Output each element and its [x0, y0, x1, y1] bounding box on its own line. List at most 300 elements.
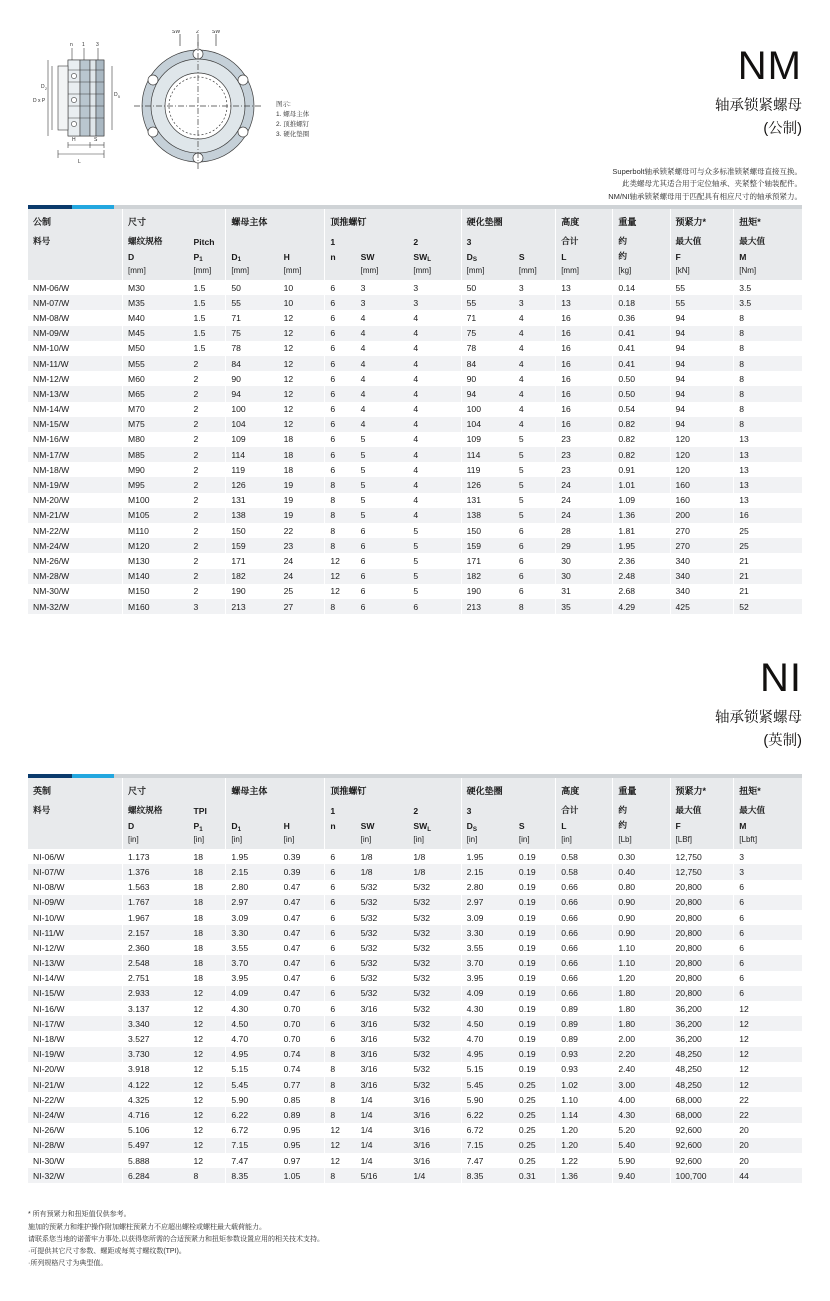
- table-cell: 4: [518, 419, 524, 430]
- table-cell: 1.967: [123, 910, 189, 925]
- table-cell: 3/16: [413, 1155, 431, 1166]
- table-row: [28, 1001, 802, 1016]
- table-row: [28, 417, 802, 432]
- table-cell: 3/16: [360, 1079, 378, 1090]
- table-cell: 1.5: [193, 282, 206, 293]
- table-cell: 4.70: [461, 1031, 514, 1046]
- table-cell: 5.15: [461, 1062, 514, 1077]
- imperial-unit-f: [LBf]: [670, 833, 734, 849]
- table-cell: 18: [193, 958, 204, 969]
- table-cell: 3.95: [461, 971, 514, 986]
- table-cell: 16: [556, 310, 613, 325]
- table-cell: M80: [123, 432, 189, 447]
- table-cell: 119: [461, 462, 514, 477]
- table-cell: 4: [518, 328, 524, 339]
- table-cell: 4: [360, 312, 366, 323]
- table-cell: 52: [734, 599, 802, 614]
- table-cell: 1.36: [556, 1168, 613, 1183]
- imperial-col-total-label: 合计: [556, 800, 613, 818]
- imperial-sym-n: n: [325, 818, 356, 833]
- cell-part-number: NI-13/W: [33, 958, 65, 969]
- table-cell: 7.15: [226, 1138, 279, 1153]
- table-cell: 78: [226, 341, 279, 356]
- table-cell: 21: [734, 569, 802, 584]
- table-cell: 4: [413, 434, 419, 445]
- metric-unit-d1: [mm]: [226, 264, 279, 280]
- table-cell: 6: [325, 1001, 356, 1016]
- table-cell: 138: [461, 508, 514, 523]
- table-cell: 22: [734, 1092, 802, 1107]
- imperial-col-partno: 料号: [28, 800, 123, 818]
- table-cell: 4: [360, 358, 366, 369]
- table-cell: 23: [556, 447, 613, 462]
- table-cell: 159: [226, 538, 279, 553]
- table-cell: 0.31: [518, 1170, 536, 1181]
- table-cell: 0.19: [518, 927, 536, 938]
- table-cell: 5/16: [360, 1170, 378, 1181]
- table-row: [28, 280, 802, 295]
- table-row: [28, 493, 802, 508]
- metric-sym-n: n: [325, 249, 356, 264]
- table-cell: 35: [556, 599, 613, 614]
- table-cell: 6: [325, 910, 356, 925]
- svg-text:2: 2: [196, 30, 199, 35]
- table-cell: 13: [556, 280, 613, 295]
- table-cell: 2: [193, 388, 199, 399]
- table-cell: 3.30: [461, 925, 514, 940]
- table-cell: 5: [360, 434, 366, 445]
- table-row: [28, 341, 802, 356]
- table-cell: 6: [734, 880, 802, 895]
- metric-sym-l: L: [556, 249, 613, 264]
- table-cell: 5: [360, 449, 366, 460]
- table-cell: 5/32: [413, 958, 431, 969]
- table-cell: 6: [518, 571, 524, 582]
- metric-unit-sw: [mm]: [356, 264, 409, 280]
- cell-part-number: NI-26/W: [33, 1125, 65, 1136]
- table-cell: M35: [123, 295, 189, 310]
- table-row: [28, 986, 802, 1001]
- imperial-group-jackbolts: 顶推螺钉: [325, 778, 461, 800]
- table-cell: 0.89: [283, 1109, 301, 1120]
- cell-part-number: NM-17/W: [33, 449, 70, 460]
- table-cell: 4.50: [461, 1016, 514, 1031]
- table-cell: 90: [461, 371, 514, 386]
- table-cell: 3.137: [123, 1001, 189, 1016]
- cell-part-number: NM-19/W: [33, 480, 70, 491]
- table-cell: 1.20: [556, 1138, 613, 1153]
- table-cell: 2.97: [461, 895, 514, 910]
- table-row: [28, 569, 802, 584]
- table-cell: 0.41: [613, 326, 670, 341]
- table-cell: 18: [283, 449, 294, 460]
- metric-col-approx-label: 约: [613, 231, 670, 249]
- table-cell: 8.35: [461, 1168, 514, 1183]
- table-cell: 8: [734, 310, 802, 325]
- table-cell: 0.25: [518, 1109, 536, 1120]
- table-cell: 6: [734, 971, 802, 986]
- table-cell: 94: [670, 356, 734, 371]
- metric-group-torque: 扭矩*: [734, 209, 802, 231]
- table-cell: 8: [325, 523, 356, 538]
- table-cell: 126: [226, 477, 279, 492]
- table-cell: 2: [193, 540, 199, 551]
- table-cell: 0.19: [518, 1064, 536, 1075]
- table-cell: 12: [193, 1079, 204, 1090]
- table-cell: 6: [325, 417, 356, 432]
- table-cell: 12: [283, 343, 294, 354]
- table-cell: 6: [325, 1031, 356, 1046]
- table-cell: 0.18: [613, 295, 670, 310]
- table-cell: 114: [461, 447, 514, 462]
- table-cell: 4: [360, 343, 366, 354]
- table-cell: M60: [123, 371, 189, 386]
- imperial-unit-d1: [in]: [226, 833, 279, 849]
- table-cell: 16: [556, 356, 613, 371]
- table-cell: 5/32: [413, 973, 431, 984]
- table-cell: M110: [123, 523, 189, 538]
- table-cell: 0.90: [613, 895, 670, 910]
- table-cell: 25: [734, 523, 802, 538]
- table-cell: 12: [325, 1153, 356, 1168]
- cell-part-number: NI-32/W: [33, 1170, 65, 1181]
- table-cell: 2: [193, 586, 199, 597]
- table-row: [28, 356, 802, 371]
- table-cell: 100,700: [670, 1168, 734, 1183]
- table-cell: 4.95: [461, 1047, 514, 1062]
- table-row: [28, 599, 802, 614]
- table-cell: 150: [226, 523, 279, 538]
- table-row: [28, 1153, 802, 1168]
- table-cell: 138: [226, 508, 279, 523]
- metric-col-d1-label: [226, 231, 279, 249]
- table-cell: 2: [193, 373, 199, 384]
- table-cell: 0.97: [283, 1155, 301, 1166]
- table-cell: 4: [413, 328, 419, 339]
- cell-part-number: NI-30/W: [33, 1155, 65, 1166]
- cell-part-number: NM-18/W: [33, 464, 70, 475]
- table-cell: 78: [461, 341, 514, 356]
- imperial-col-blank2: [514, 800, 556, 818]
- metric-col-blank2: [514, 231, 556, 249]
- table-cell: 1/4: [360, 1109, 373, 1120]
- table-cell: 3/16: [413, 1109, 431, 1120]
- table-cell: 4: [413, 464, 419, 475]
- table-cell: M105: [123, 508, 189, 523]
- table-cell: 4.325: [123, 1092, 189, 1107]
- table-cell: 71: [226, 310, 279, 325]
- table-cell: 18: [283, 464, 294, 475]
- table-cell: 3/16: [360, 1064, 378, 1075]
- table-cell: 4.30: [613, 1107, 670, 1122]
- legend-item-2: 2. 顶推螺钉: [276, 121, 310, 129]
- table-cell: 3.55: [461, 940, 514, 955]
- table-cell: 6: [325, 1016, 356, 1031]
- table-cell: 13: [734, 477, 802, 492]
- imperial-group-height: 高度: [556, 778, 613, 800]
- table-cell: 0.47: [283, 927, 301, 938]
- table-cell: 1.10: [613, 940, 670, 955]
- table-cell: 6: [518, 525, 524, 536]
- table-cell: 5: [518, 434, 524, 445]
- table-cell: 5: [518, 495, 524, 506]
- table-cell: 1.5: [193, 328, 206, 339]
- table-cell: 6: [360, 601, 366, 612]
- table-cell: 3: [518, 282, 524, 293]
- table-cell: 6: [325, 295, 356, 310]
- brand-title-nm: NM: [737, 44, 802, 88]
- table-cell: M40: [123, 310, 189, 325]
- cell-part-number: NI-15/W: [33, 988, 65, 999]
- table-row: [28, 1077, 802, 1092]
- table-cell: 6: [325, 447, 356, 462]
- table-cell: 1.767: [123, 895, 189, 910]
- metric-subheader-row-2: [28, 249, 802, 264]
- table-cell: M95: [123, 477, 189, 492]
- table-cell: 4: [360, 388, 366, 399]
- table-cell: 4.30: [226, 1001, 279, 1016]
- imperial-subheader-row-1: [28, 800, 802, 818]
- table-cell: 6: [360, 525, 366, 536]
- table-cell: 4.30: [461, 1001, 514, 1016]
- table-cell: 5.888: [123, 1153, 189, 1168]
- table-cell: 1/4: [360, 1140, 373, 1151]
- table-cell: 1.36: [613, 508, 670, 523]
- table-cell: 5: [518, 510, 524, 521]
- table-cell: 2.00: [613, 1031, 670, 1046]
- metric-group-height: 高度: [556, 209, 613, 231]
- table-cell: 16: [734, 508, 802, 523]
- table-cell: 0.90: [613, 910, 670, 925]
- table-cell: 4: [413, 312, 419, 323]
- rule-segment-cyan: [72, 205, 114, 209]
- table-cell: 104: [461, 417, 514, 432]
- table-cell: 8: [325, 538, 356, 553]
- imperial-col-maxtorque-label: 最大值: [734, 800, 802, 818]
- table-cell: 8: [325, 477, 356, 492]
- table-cell: 21: [734, 584, 802, 599]
- imperial-col-grp1: 1: [325, 800, 356, 818]
- table-cell: 3.918: [123, 1062, 189, 1077]
- table-cell: 27: [283, 601, 294, 612]
- table-cell: 6.72: [461, 1123, 514, 1138]
- table-row: [28, 1047, 802, 1062]
- table-cell: 3.00: [613, 1077, 670, 1092]
- metric-group-nut-body: 螺母主体: [226, 209, 325, 231]
- table-cell: 2.360: [123, 940, 189, 955]
- table-cell: 3: [518, 297, 524, 308]
- table-cell: 71: [461, 310, 514, 325]
- imperial-col-maxload-label: 最大值: [670, 800, 734, 818]
- table-cell: 5/32: [360, 942, 378, 953]
- table-row: [28, 1107, 802, 1122]
- table-cell: 4: [518, 312, 524, 323]
- table-cell: 5: [413, 586, 419, 597]
- cell-part-number: NI-14/W: [33, 973, 65, 984]
- metric-unit-h: [mm]: [279, 264, 325, 280]
- table-cell: 4: [518, 343, 524, 354]
- table-cell: 5/32: [360, 973, 378, 984]
- footnote-line-2: 施加的预紧力和维护操作附加螺柱预紧力不应超出螺栓或螺柱最大载荷能力。: [28, 1223, 266, 1231]
- metric-sym-approx: 约: [613, 249, 670, 264]
- table-cell: 10: [283, 297, 294, 308]
- nut-cross-section-drawing: [28, 36, 138, 166]
- table-cell: 19: [283, 510, 294, 521]
- imperial-sym-h: H: [279, 818, 325, 833]
- intro-blurb: [282, 166, 802, 203]
- table-cell: 18: [193, 973, 204, 984]
- table-cell: 3.09: [226, 910, 279, 925]
- metric-sym-h: H: [279, 249, 325, 264]
- table-cell: 6: [518, 586, 524, 597]
- table-cell: 6: [325, 280, 356, 295]
- table-cell: 20: [734, 1138, 802, 1153]
- table-cell: 2.80: [226, 880, 279, 895]
- table-cell: 12: [283, 404, 294, 415]
- table-cell: 1.5: [193, 343, 206, 354]
- table-cell: 5.45: [226, 1077, 279, 1092]
- table-cell: M130: [123, 553, 189, 568]
- table-cell: 4.00: [613, 1092, 670, 1107]
- table-cell: 8: [325, 599, 356, 614]
- table-cell: 1.95: [461, 849, 514, 864]
- table-cell: 25: [283, 586, 294, 597]
- table-cell: 6: [325, 432, 356, 447]
- imperial-sym-l: L: [556, 818, 613, 833]
- table-cell: 23: [556, 462, 613, 477]
- table-cell: 12: [193, 1034, 204, 1044]
- table-cell: 8: [734, 417, 802, 432]
- cell-part-number: NI-18/W: [33, 1034, 65, 1044]
- table-cell: 6: [325, 880, 356, 895]
- table-cell: 0.95: [283, 1125, 301, 1136]
- blurb-line-1: Superbolt轴承锁紧螺母可与众多标准锁紧螺母直接互换。: [612, 167, 802, 176]
- table-row: [28, 1016, 802, 1031]
- table-cell: 94: [670, 402, 734, 417]
- table-cell: 3/16: [360, 1034, 378, 1044]
- metric-col-maxtorque-label: 最大值: [734, 231, 802, 249]
- table-cell: 3.730: [123, 1047, 189, 1062]
- table-cell: 6: [325, 971, 356, 986]
- table-cell: 0.19: [518, 851, 536, 862]
- table-cell: 0.47: [283, 942, 301, 953]
- table-cell: 2.68: [613, 584, 670, 599]
- svg-text:D: D: [41, 84, 45, 90]
- table-cell: 0.41: [613, 341, 670, 356]
- table-cell: 16: [556, 417, 613, 432]
- table-cell: 94: [670, 326, 734, 341]
- table-cell: 0.25: [518, 1125, 536, 1136]
- table-cell: 4: [413, 388, 419, 399]
- table-cell: 4.95: [226, 1047, 279, 1062]
- cell-part-number: NI-07/W: [33, 866, 65, 877]
- table-cell: 5/32: [360, 927, 378, 938]
- table-cell: 5: [518, 449, 524, 460]
- table-cell: 9.40: [613, 1168, 670, 1183]
- table-cell: 0.25: [518, 1094, 536, 1105]
- imperial-col-d1-label: [226, 800, 279, 818]
- table-cell: 119: [226, 462, 279, 477]
- table-cell: 12: [193, 1125, 204, 1136]
- table-cell: 0.19: [518, 958, 536, 969]
- table-cell: 1/8: [360, 866, 373, 877]
- table-cell: 4: [518, 358, 524, 369]
- table-cell: 1.20: [613, 971, 670, 986]
- table-cell: 16: [556, 371, 613, 386]
- table-cell: 0.91: [613, 462, 670, 477]
- brand-block-imperial: [0, 658, 830, 752]
- table-cell: 10: [283, 282, 294, 293]
- table-cell: 4: [360, 404, 366, 415]
- table-cell: 0.95: [283, 1140, 301, 1151]
- table-cell: 1.95: [226, 849, 279, 864]
- table-cell: 3: [360, 282, 366, 293]
- table-cell: 2: [193, 571, 199, 582]
- imperial-unit-d: [in]: [123, 833, 189, 849]
- table-cell: 104: [226, 417, 279, 432]
- table-cell: 94: [670, 417, 734, 432]
- table-cell: 3.95: [226, 971, 279, 986]
- brand-subtitle-nm-2: (公制): [763, 121, 802, 138]
- table-row: [28, 386, 802, 401]
- table-cell: 5: [360, 495, 366, 506]
- table-cell: M65: [123, 386, 189, 401]
- table-cell: 109: [461, 432, 514, 447]
- table-cell: 5/32: [360, 912, 378, 923]
- table-cell: 2.20: [613, 1047, 670, 1062]
- table-cell: 5/32: [413, 912, 431, 923]
- table-cell: 0.66: [556, 910, 613, 925]
- table-cell: 94: [670, 386, 734, 401]
- table-row: [28, 462, 802, 477]
- header-figure-area: [0, 0, 830, 205]
- table-cell: 6.284: [123, 1168, 189, 1183]
- table-cell: 12,750: [670, 864, 734, 879]
- table-cell: 1.376: [123, 864, 189, 879]
- metric-unit-partno: [28, 264, 123, 280]
- table-cell: 12: [283, 358, 294, 369]
- metric-unit-d: [mm]: [123, 264, 189, 280]
- table-cell: 5/32: [413, 1018, 431, 1029]
- imperial-sym-approx: 约: [613, 818, 670, 833]
- rule-segment-dark: [28, 205, 72, 209]
- table-cell: 182: [226, 569, 279, 584]
- metric-col-grp1: 1: [325, 231, 356, 249]
- table-cell: 2: [193, 434, 199, 445]
- imperial-group-hardened-washer: 硬化垫圈: [461, 778, 556, 800]
- table-row: [28, 326, 802, 341]
- table-cell: 4: [413, 419, 419, 430]
- nut-face-view-drawing: [128, 30, 268, 170]
- table-cell: 55: [461, 295, 514, 310]
- legend-item-1: 1. 螺母主体: [276, 111, 310, 119]
- cell-part-number: NM-12/W: [33, 373, 70, 384]
- imperial-group-torque: 扭矩*: [734, 778, 802, 800]
- imperial-col-h-label: [279, 800, 325, 818]
- table-cell: 159: [461, 538, 514, 553]
- table-cell: 0.66: [556, 880, 613, 895]
- table-cell: 6: [734, 940, 802, 955]
- metric-unit-s: [mm]: [514, 264, 556, 280]
- table-cell: 24: [283, 571, 294, 582]
- table-cell: 7.47: [226, 1153, 279, 1168]
- table-cell: M160: [123, 599, 189, 614]
- table-cell: 8: [734, 356, 802, 371]
- table-cell: 340: [670, 569, 734, 584]
- table-cell: 12: [734, 1047, 802, 1062]
- table-cell: 3.5: [734, 280, 802, 295]
- table-cell: 6.22: [226, 1107, 279, 1122]
